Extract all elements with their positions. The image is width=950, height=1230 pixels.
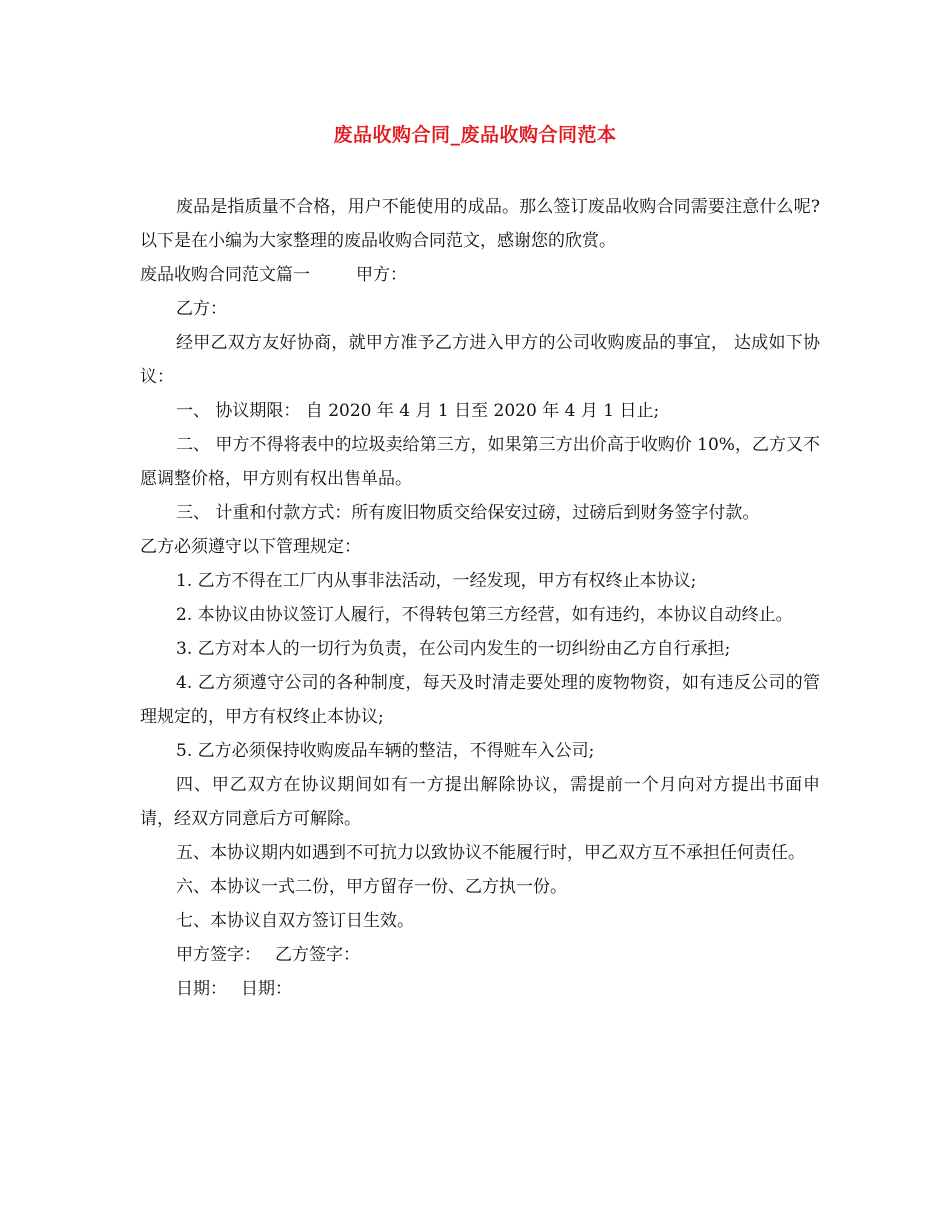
party-b-label: 乙方： (176, 299, 227, 319)
signature-a-label: 甲方签字： (176, 945, 261, 965)
rule-item: 2. 本协议由协议签订人履行，不得转包第三方经营，如有违约，本协议自动终止。 (176, 605, 793, 625)
date-b-label: 日期： (241, 979, 292, 999)
document-title: 废品收购合同_废品收购合同范本 (333, 124, 617, 146)
section-heading-line (140, 258, 820, 292)
clause-5: 五、本协议期内如遇到不可抗力以致协议不能履行时，甲乙双方互不承担任何责任。 (176, 843, 805, 863)
clause-3: 三、 计重和付款方式：所有废旧物质交给保安过磅，过磅后到财务签字付款。 (176, 503, 760, 523)
clause-3-sub: 乙方必须遵守以下管理规定： (140, 537, 361, 557)
rule-item: 5. 乙方必须保持收购废品车辆的整洁，不得赃车入公司; (176, 741, 595, 761)
clause-7: 七、本协议自双方签订日生效。 (176, 911, 414, 931)
clause-6: 六、本协议一式二份，甲方留存一份、乙方执一份。 (176, 877, 567, 897)
date-line (140, 972, 820, 1006)
rule-item: 1. 乙方不得在工厂内从事非法活动，一经发现，甲方有权终止本协议; (176, 571, 697, 591)
intro-paragraph: 废品是指质量不合格，用户不能使用的成品。那么签订废品收购合同需要注意什么呢?以下是在小编为大家整理的废品收购合同范文，感谢您的欣赏。 (140, 197, 820, 251)
party-a-label: 甲方： (356, 265, 407, 285)
section-heading: 废品收购合同范文篇一 (140, 265, 310, 285)
rule-item: 4. 乙方须遵守公司的各种制度，每天及时清走要处理的废物物资，如有违反公司的管理规定的，甲方有权终止本协议; (140, 673, 820, 727)
date-a-label: 日期： (176, 979, 227, 999)
preamble-paragraph: 经甲乙双方友好协商，就甲方准予乙方进入甲方的公司收购废品的事宜， 达成如下协议： (140, 333, 820, 387)
clause-2: 二、 甲方不得将表中的垃圾卖给第三方，如果第三方出价高于收购价 10%，乙方又不愿调整价格，甲方则有权出售单品。 (140, 435, 820, 489)
rule-item: 3. 乙方对本人的一切行为负责，在公司内发生的一切纠纷由乙方自行承担; (176, 639, 731, 659)
document-body (140, 190, 820, 1006)
clause-4: 四、甲乙双方在协议期间如有一方提出解除协议，需提前一个月向对方提出书面申请，经双方同意后方可解除。 (140, 775, 820, 829)
signature-b-label: 乙方签字： (275, 945, 360, 965)
clause-1: 一、 协议期限： 自 2020 年 4 月 1 日至 2020 年 4 月 1 日止; (176, 401, 660, 421)
signature-line (140, 938, 820, 972)
